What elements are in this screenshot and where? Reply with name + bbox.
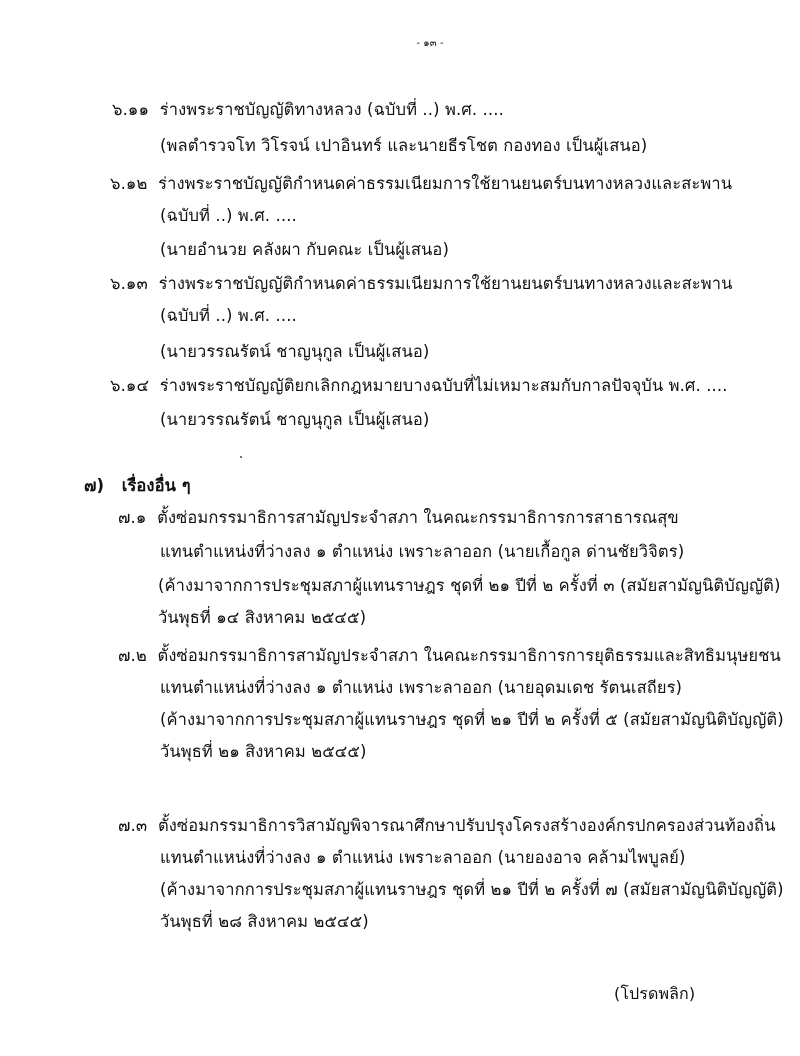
agenda-item-6-12 <box>110 172 732 196</box>
item-line-1: ตั้งซ่อมกรรมาธิการสามัญประจำสภา ในคณะกรรมาธิการการสาธารณสุข <box>157 508 679 527</box>
item-number: ๖.๑๑ <box>112 100 150 119</box>
item-proposer: (นายวรรณรัตน์ ชาญนุกูล เป็นผู้เสนอ) <box>160 410 430 429</box>
item-line-2: แทนตำแหน่งที่ว่างลง ๑ ตำแหน่ง เพราะลาออก (นายอุดมเดช รัตนเสถียร) <box>160 678 683 697</box>
section-heading-7: ๗) เรื่องอื่น ๆ <box>84 476 191 495</box>
item-line-3: (ค้างมาจากการประชุมสภาผู้แทนราษฎร ชุดที่ ๒๑ ปีที่ ๒ ครั้งที่ ๓ (สมัยสามัญนิติบัญญัติ) <box>158 576 781 595</box>
item-number: ๗.๒ <box>118 646 147 665</box>
item-line-4: วันพุธที่ ๒๑ สิงหาคม ๒๕๔๕) <box>160 742 367 761</box>
section-number: ๗ <box>84 476 97 495</box>
item-line-3: (ค้างมาจากการประชุมสภาผู้แทนราษฎร ชุดที่ ๒๑ ปีที่ ๒ ครั้งที่ ๕ (สมัยสามัญนิติบัญญัติ) <box>160 710 784 729</box>
item-title-continued: (ฉบับที่ ..) พ.ศ. .... <box>160 206 297 225</box>
stray-mark <box>240 456 242 458</box>
agenda-item-6-13 <box>110 272 733 296</box>
agenda-item-7-2 <box>118 644 781 668</box>
overleaf-note: (โปรดพลิก) <box>614 984 696 1003</box>
item-line-2: แทนตำแหน่งที่ว่างลง ๑ ตำแหน่ง เพราะลาออก (นายเกื้อกูล ด่านชัยวิจิตร) <box>160 542 685 561</box>
item-number: ๗.๓ <box>118 816 148 835</box>
agenda-item-6-14 <box>110 374 728 398</box>
item-title: ร่างพระราชบัญญัติกำหนดค่าธรรมเนียมการใช้ยานยนตร์บนทางหลวงและสะพาน <box>158 174 733 193</box>
item-proposer: (นายอำนวย คลังผา กับคณะ เป็นผู้เสนอ) <box>160 240 449 259</box>
item-line-4: วันพุธที่ ๑๔ สิงหาคม ๒๕๔๕) <box>158 608 367 627</box>
item-line-1: ตั้งซ่อมกรรมาธิการวิสามัญพิจารณาศึกษาปรับปรุงโครงสร้างองค์กรปกครองส่วนท้องถิ่น <box>157 816 776 835</box>
item-number: ๖.๑๓ <box>110 274 148 293</box>
section-title: เรื่องอื่น ๆ <box>121 476 191 495</box>
item-line-2: แทนตำแหน่งที่ว่างลง ๑ ตำแหน่ง เพราะลาออก (นายองอาจ คล้ามไพบูลย์) <box>160 848 686 867</box>
item-line-1: ตั้งซ่อมกรรมาธิการสามัญประจำสภา ในคณะกรรมาธิการการยุติธรรมและสิทธิมนุษยชน <box>157 646 781 665</box>
item-number: ๖.๑๔ <box>110 376 150 395</box>
item-title-continued: (ฉบับที่ ..) พ.ศ. .... <box>160 306 297 325</box>
agenda-item-7-1 <box>118 506 679 530</box>
item-title: ร่างพระราชบัญญัติทางหลวง (ฉบับที่ ..) พ.ศ. .... <box>159 100 504 119</box>
agenda-item-6-11 <box>112 98 504 122</box>
item-title: ร่างพระราชบัญญัติกำหนดค่าธรรมเนียมการใช้ยานยนตร์บนทางหลวงและสะพาน <box>158 274 733 293</box>
item-proposer: (นายวรรณรัตน์ ชาญนุกูล เป็นผู้เสนอ) <box>160 342 430 361</box>
item-proposer: (พลตำรวจโท วิโรจน์ เปาอินทร์ และนายธีรโชต กองทอง เป็นผู้เสนอ) <box>160 136 648 155</box>
item-number: ๖.๑๒ <box>110 174 148 193</box>
page-number: - ๑๓ - <box>416 38 444 49</box>
item-title: ร่างพระราชบัญญัติยกเลิกกฎหมายบางฉบับที่ไม่เหมาะสมกับกาลปัจจุบัน พ.ศ. .... <box>159 376 728 395</box>
item-line-3: (ค้างมาจากการประชุมสภาผู้แทนราษฎร ชุดที่ ๒๑ ปีที่ ๒ ครั้งที่ ๗ (สมัยสามัญนิติบัญญัติ) <box>160 880 784 899</box>
agenda-item-7-3 <box>118 814 776 838</box>
item-line-4: วันพุธที่ ๒๘ สิงหาคม ๒๕๔๕) <box>160 912 369 931</box>
item-number: ๗.๑ <box>118 508 147 527</box>
